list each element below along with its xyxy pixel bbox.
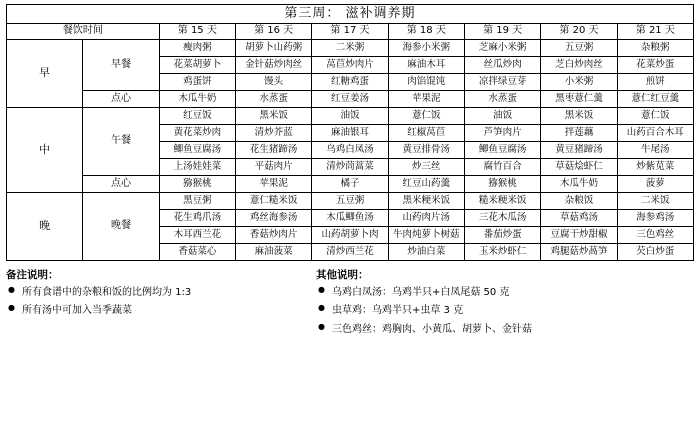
table-row bbox=[7, 175, 694, 192]
dish-cell: 薏仁饭 bbox=[388, 107, 464, 124]
dish-cell: 鲫鱼豆腐汤 bbox=[464, 141, 540, 158]
dish-cell: 木瓜牛奶 bbox=[159, 90, 235, 107]
header-row bbox=[7, 24, 694, 40]
header-day-5: 第 19 天 bbox=[464, 24, 540, 40]
dish-cell: 杂粮饭 bbox=[541, 192, 617, 209]
dish-cell: 花生鸡爪汤 bbox=[159, 209, 235, 226]
dish-cell: 麻油菠菜 bbox=[235, 243, 311, 260]
table-row bbox=[7, 192, 694, 209]
dish-cell: 苹果泥 bbox=[235, 175, 311, 192]
dish-cell: 鸡丝海参汤 bbox=[235, 209, 311, 226]
dish-cell: 猕猴桃 bbox=[159, 175, 235, 192]
dish-cell: 红豆姜汤 bbox=[312, 90, 388, 107]
dish-cell: 黄豆猪蹄汤 bbox=[541, 141, 617, 158]
dish-cell: 番茄炒蛋 bbox=[464, 226, 540, 243]
dish-cell: 金针菇炒肉丝 bbox=[235, 56, 311, 73]
meal-label-breakfast: 早餐 bbox=[83, 39, 159, 90]
dish-cell: 三花木瓜汤 bbox=[464, 209, 540, 226]
dish-cell: 油饭 bbox=[464, 107, 540, 124]
period-label-evening: 晚 bbox=[7, 192, 83, 260]
dish-cell: 薏仁饭 bbox=[617, 107, 693, 124]
dish-cell: 杂粮粥 bbox=[617, 39, 693, 56]
dish-cell: 乌鸡白凤汤 bbox=[312, 141, 388, 158]
dish-cell: 黑米粳米饭 bbox=[388, 192, 464, 209]
dish-cell: 二米粥 bbox=[312, 39, 388, 56]
dish-cell: 二米饭 bbox=[617, 192, 693, 209]
dish-cell: 黑米饭 bbox=[541, 107, 617, 124]
dish-cell: 鸡蛋饼 bbox=[159, 73, 235, 90]
meal-label-afternoon-snack: 点心 bbox=[83, 175, 159, 192]
title-row bbox=[7, 5, 694, 24]
meal-label-morning-snack: 点心 bbox=[83, 90, 159, 107]
dish-cell: 芝白炒肉丝 bbox=[541, 56, 617, 73]
dish-cell: 山药肉片汤 bbox=[388, 209, 464, 226]
weekly-menu-table bbox=[6, 4, 694, 261]
period-label-noon: 中 bbox=[7, 107, 83, 192]
dish-cell: 鲫鱼豆腐汤 bbox=[159, 141, 235, 158]
header-day-1: 第 15 天 bbox=[159, 24, 235, 40]
dish-cell: 红豆饭 bbox=[159, 107, 235, 124]
list-item: ● 三色鸡丝：鸡胸肉、小黄瓜、胡萝卜、金针菇 bbox=[316, 323, 694, 337]
dish-cell: 黑豆粥 bbox=[159, 192, 235, 209]
meal-label-dinner: 晚餐 bbox=[83, 192, 159, 260]
notes-right-column bbox=[316, 267, 694, 342]
dish-cell: 草菇鸡汤 bbox=[541, 209, 617, 226]
dish-cell: 木瓜鲫鱼汤 bbox=[312, 209, 388, 226]
table-row bbox=[7, 107, 694, 124]
dish-cell: 腐竹百合 bbox=[464, 158, 540, 175]
dish-cell: 芦笋肉片 bbox=[464, 124, 540, 141]
notes-right-list bbox=[316, 286, 694, 337]
dish-cell: 薏仁红豆羹 bbox=[617, 90, 693, 107]
dish-cell: 水蒸蛋 bbox=[464, 90, 540, 107]
dish-cell: 香菇炒肉片 bbox=[235, 226, 311, 243]
dish-cell: 花菜炒蛋 bbox=[617, 56, 693, 73]
dish-cell: 馒头 bbox=[235, 73, 311, 90]
dish-cell: 莴苣炒肉片 bbox=[312, 56, 388, 73]
dish-cell: 山药百合木耳 bbox=[617, 124, 693, 141]
dish-cell: 猕猴桃 bbox=[464, 175, 540, 192]
dish-cell: 麻油银耳 bbox=[312, 124, 388, 141]
header-meal-time: 餐饮时间 bbox=[7, 24, 160, 40]
dish-cell: 凉拌绿豆芽 bbox=[464, 73, 540, 90]
dish-cell: 炒三丝 bbox=[388, 158, 464, 175]
list-item: ● 虫草鸡：乌鸡半只+虫草 3 克 bbox=[316, 304, 694, 318]
dish-cell: 芝麻小米粥 bbox=[464, 39, 540, 56]
dish-cell: 平菇肉片 bbox=[235, 158, 311, 175]
dish-cell: 花生猪蹄汤 bbox=[235, 141, 311, 158]
header-day-4: 第 18 天 bbox=[388, 24, 464, 40]
dish-cell: 红椒莴苣 bbox=[388, 124, 464, 141]
dish-cell: 红豆山药羹 bbox=[388, 175, 464, 192]
dish-cell: 煎饼 bbox=[617, 73, 693, 90]
table-row bbox=[7, 90, 694, 107]
table-row bbox=[7, 39, 694, 56]
meal-label-lunch: 午餐 bbox=[83, 107, 159, 175]
notes-section bbox=[6, 267, 694, 342]
list-item: ● 所有汤中可加入当季蔬菜 bbox=[6, 304, 316, 318]
notes-left-column bbox=[6, 267, 316, 342]
dish-cell: 草菇烩虾仁 bbox=[541, 158, 617, 175]
dish-cell: 红糖鸡蛋 bbox=[312, 73, 388, 90]
dish-cell: 清炒西兰花 bbox=[312, 243, 388, 260]
dish-cell: 胡萝卜山药粥 bbox=[235, 39, 311, 56]
notes-right-title: 其他说明： bbox=[316, 268, 369, 281]
dish-cell: 油饭 bbox=[312, 107, 388, 124]
dish-cell: 牛肉炖萝卜树菇 bbox=[388, 226, 464, 243]
dish-cell: 三色鸡丝 bbox=[617, 226, 693, 243]
dish-cell: 木瓜牛奶 bbox=[541, 175, 617, 192]
dish-cell: 豆腐干炒甜椒 bbox=[541, 226, 617, 243]
dish-cell: 瘦肉粥 bbox=[159, 39, 235, 56]
dish-cell: 花菜胡萝卜 bbox=[159, 56, 235, 73]
notes-left-title: 备注说明： bbox=[6, 268, 59, 281]
dish-cell: 菠萝 bbox=[617, 175, 693, 192]
header-day-7: 第 21 天 bbox=[617, 24, 693, 40]
dish-cell: 黄花菜炒肉 bbox=[159, 124, 235, 141]
header-day-3: 第 17 天 bbox=[312, 24, 388, 40]
dish-cell: 海参小米粥 bbox=[388, 39, 464, 56]
dish-cell: 五豆粥 bbox=[312, 192, 388, 209]
dish-cell: 五豆粥 bbox=[541, 39, 617, 56]
dish-cell: 鸡腿菇炒萵笋 bbox=[541, 243, 617, 260]
dish-cell: 苹果泥 bbox=[388, 90, 464, 107]
dish-cell: 牛尾汤 bbox=[617, 141, 693, 158]
dish-cell: 麻油木耳 bbox=[388, 56, 464, 73]
period-label-morning: 早 bbox=[7, 39, 83, 107]
dish-cell: 清炒芥蓝 bbox=[235, 124, 311, 141]
dish-cell: 丝瓜炒肉 bbox=[464, 56, 540, 73]
dish-cell: 拌莲藕 bbox=[541, 124, 617, 141]
dish-cell: 黑米饭 bbox=[235, 107, 311, 124]
dish-cell: 海参鸡汤 bbox=[617, 209, 693, 226]
dish-cell: 橘子 bbox=[312, 175, 388, 192]
dish-cell: 山药胡萝卜肉 bbox=[312, 226, 388, 243]
dish-cell: 小米粥 bbox=[541, 73, 617, 90]
dish-cell: 木耳西兰花 bbox=[159, 226, 235, 243]
dish-cell: 清炒茼蒿菜 bbox=[312, 158, 388, 175]
list-item: ● 所有食谱中的杂粮和饭的比例均为 1:3 bbox=[6, 286, 316, 300]
header-day-2: 第 16 天 bbox=[235, 24, 311, 40]
dish-cell: 糙米粳米饭 bbox=[464, 192, 540, 209]
header-day-6: 第 20 天 bbox=[541, 24, 617, 40]
list-item: ● 乌鸡白凤汤：乌鸡半只+白凤尾菇 50 克 bbox=[316, 286, 694, 300]
dish-cell: 肉馅馄饨 bbox=[388, 73, 464, 90]
dish-cell: 芡白炒蛋 bbox=[617, 243, 693, 260]
dish-cell: 香菇菜心 bbox=[159, 243, 235, 260]
dish-cell: 黄豆排骨汤 bbox=[388, 141, 464, 158]
dish-cell: 黑枣薏仁羹 bbox=[541, 90, 617, 107]
dish-cell: 水蒸蛋 bbox=[235, 90, 311, 107]
dish-cell: 玉米炒虾仁 bbox=[464, 243, 540, 260]
notes-left-list bbox=[6, 286, 316, 318]
dish-cell: 炒油白菜 bbox=[388, 243, 464, 260]
page-title: 第三周： 滋补调养期 bbox=[7, 5, 694, 24]
dish-cell: 炒紫苋菜 bbox=[617, 158, 693, 175]
dish-cell: 薏仁糙米饭 bbox=[235, 192, 311, 209]
dish-cell: 上汤娃娃菜 bbox=[159, 158, 235, 175]
